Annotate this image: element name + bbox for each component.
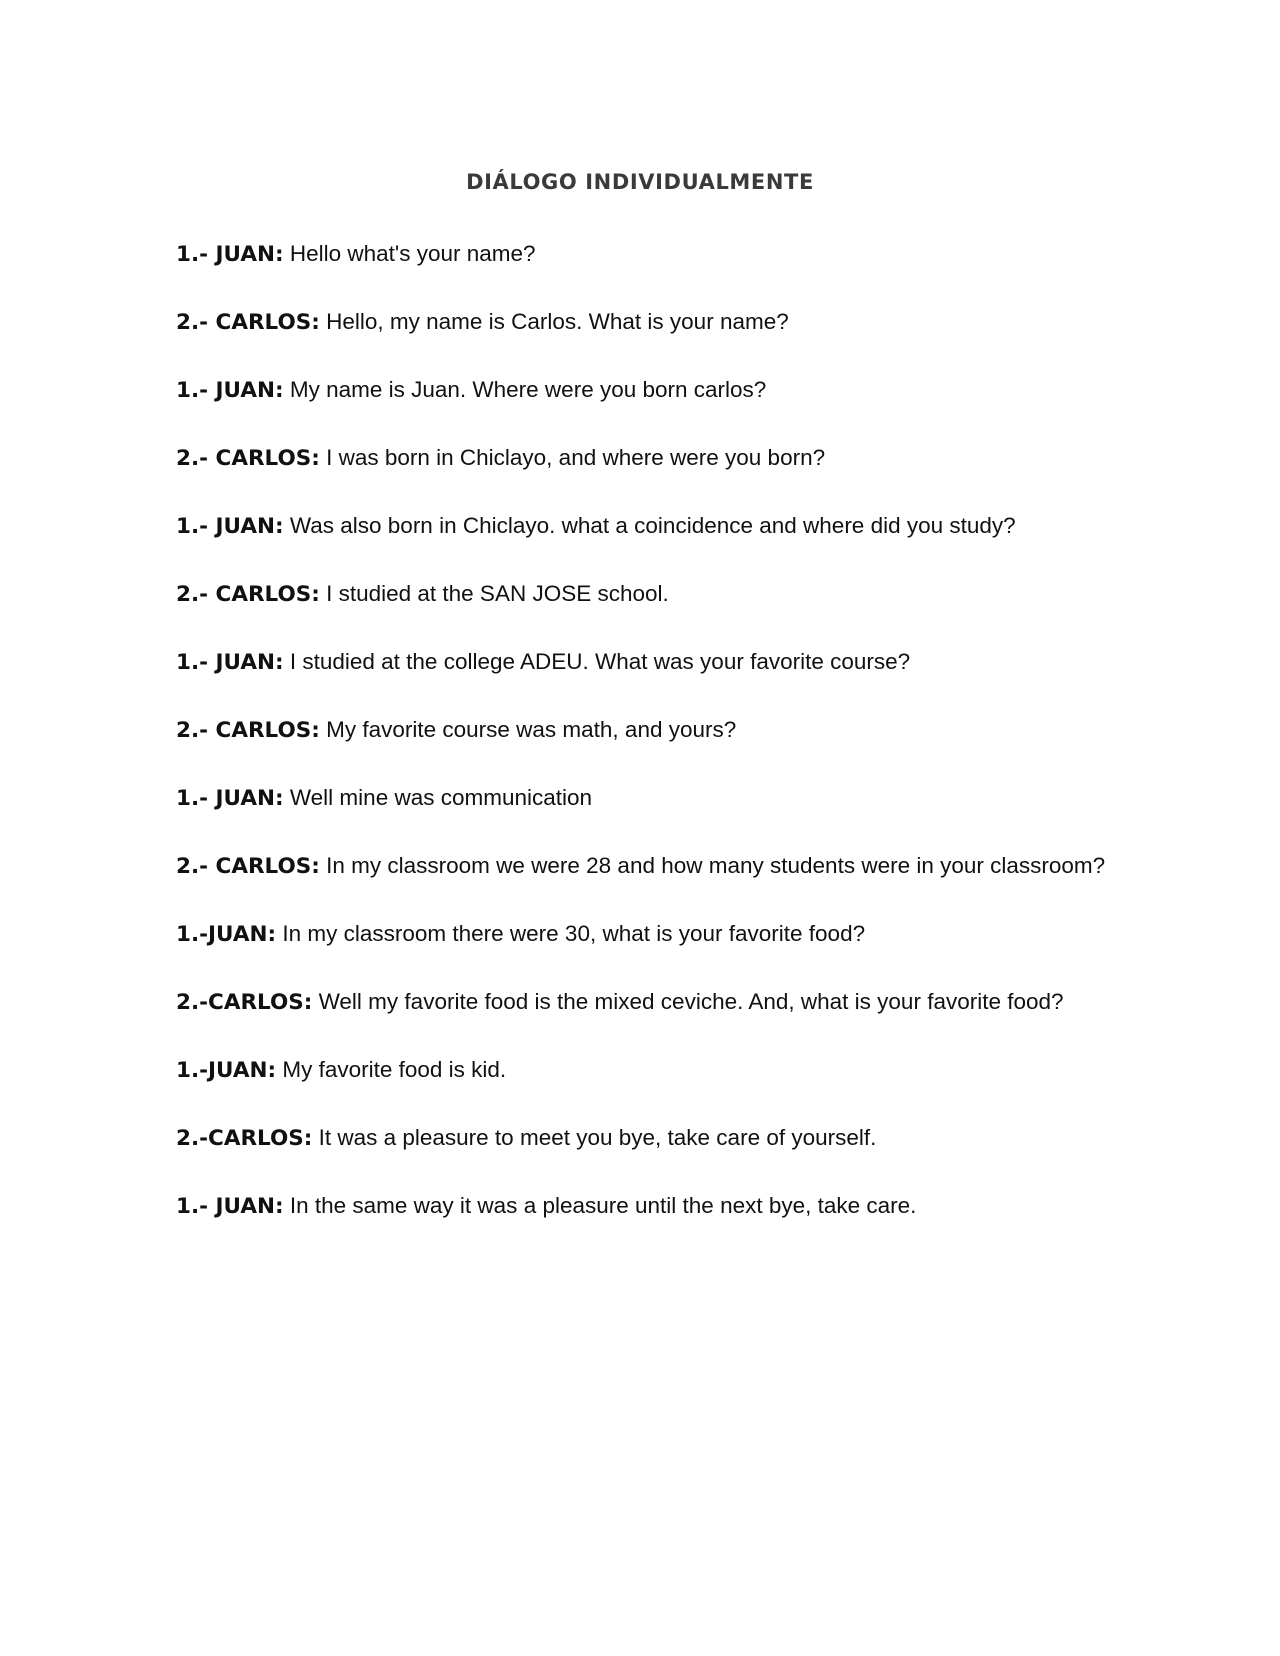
dialogue-text: In the same way it was a pleasure until the next bye, take care. (289, 1193, 917, 1218)
speaker-label: 2.-CARLOS: (176, 990, 313, 1015)
speaker-label: 1.-JUAN: (176, 1058, 277, 1083)
dialogue-line (176, 1184, 1136, 1228)
dialogue-text: My name is Juan. Where were you born carlos? (289, 377, 767, 402)
dialogue-text: In my classroom we were 28 and how many students were in your classroom? (326, 853, 1106, 878)
dialogue-line (176, 1116, 1136, 1160)
speaker-label: 2.- CARLOS: (176, 310, 320, 335)
dialogue-text: I studied at the college ADEU. What was your favorite course? (289, 649, 911, 674)
dialogue-line (176, 776, 1136, 820)
dialogue-line (176, 912, 1136, 956)
speaker-label: 2.- CARLOS: (176, 446, 320, 471)
speaker-label: 1.- JUAN: (176, 378, 284, 403)
dialogue-line (176, 640, 1136, 684)
speaker-label: 1.- JUAN: (176, 514, 284, 539)
dialogue-text: My favorite food is kid. (282, 1057, 507, 1082)
speaker-label: 2.-CARLOS: (176, 1126, 313, 1151)
dialogue-line (176, 844, 1136, 888)
speaker-label: 1.- JUAN: (176, 786, 284, 811)
dialogue-body (176, 232, 1136, 1228)
dialogue-text: I studied at the SAN JOSE school. (326, 581, 669, 606)
speaker-label: 1.- JUAN: (176, 242, 284, 267)
dialogue-text: I was born in Chiclayo, and where were you born? (326, 445, 826, 470)
speaker-label: 1.-JUAN: (176, 922, 277, 947)
dialogue-line (176, 368, 1136, 412)
speaker-label: 1.- JUAN: (176, 1194, 284, 1219)
dialogue-text: Hello what's your name? (289, 241, 536, 266)
dialogue-line (176, 1048, 1136, 1092)
speaker-label: 1.- JUAN: (176, 650, 284, 675)
dialogue-line (176, 572, 1136, 616)
dialogue-text: My favorite course was math, and yours? (326, 717, 737, 742)
dialogue-text: It was a pleasure to meet you bye, take care of yourself. (318, 1125, 877, 1150)
dialogue-text: Well my favorite food is the mixed ceviche. And, what is your favorite food? (318, 989, 1064, 1014)
document-title: DIÁLOGO INDIVIDUALMENTE (466, 170, 814, 194)
dialogue-text: Was also born in Chiclayo. what a coincidence and where did you study? (289, 513, 1016, 538)
dialogue-line (176, 980, 1136, 1024)
dialogue-line (176, 300, 1136, 344)
dialogue-line (176, 436, 1136, 480)
speaker-label: 2.- CARLOS: (176, 582, 320, 607)
dialogue-line (176, 708, 1136, 752)
dialogue-text: In my classroom there were 30, what is your favorite food? (282, 921, 866, 946)
speaker-label: 2.- CARLOS: (176, 854, 320, 879)
dialogue-line (176, 232, 1136, 276)
dialogue-text: Hello, my name is Carlos. What is your name? (326, 309, 789, 334)
dialogue-text: Well mine was communication (289, 785, 593, 810)
dialogue-line (176, 504, 1136, 548)
speaker-label: 2.- CARLOS: (176, 718, 320, 743)
